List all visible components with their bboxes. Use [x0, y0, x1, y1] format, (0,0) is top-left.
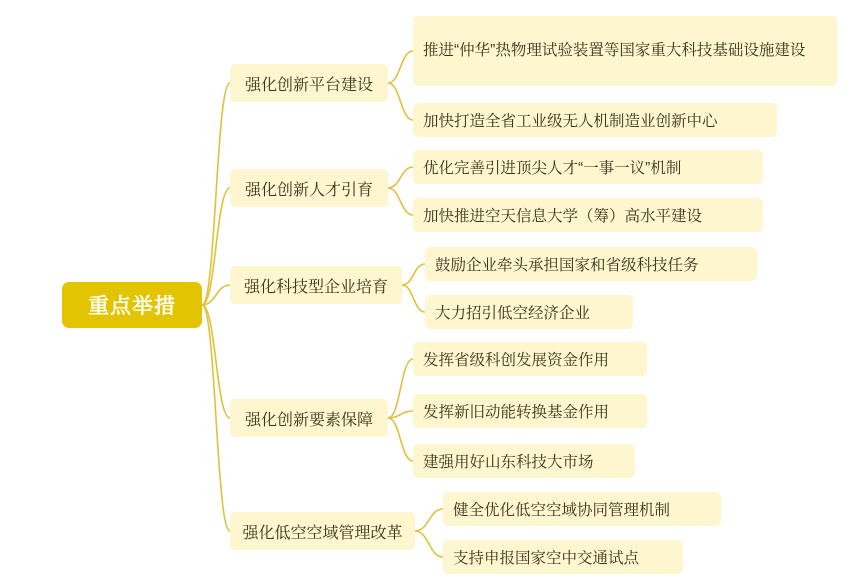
branch-node-1[interactable]: 强化创新平台建设 [230, 64, 388, 102]
leaf-node-2-2[interactable]: 加快推进空天信息大学（筹）高水平建设 [413, 198, 763, 232]
leaf-node-1-2[interactable]: 加快打造全省工业级无人机制造业创新中心 [413, 103, 777, 137]
leaf-node-3-2[interactable]: 大力招引低空经济企业 [425, 295, 633, 329]
leaf-node-4-3[interactable]: 建强用好山东科技大市场 [413, 444, 635, 478]
leaf-node-5-2[interactable]: 支持申报国家空中交通试点 [443, 540, 683, 574]
leaf-node-5-1[interactable]: 健全优化低空空域协同管理机制 [443, 492, 721, 526]
branch-node-4[interactable]: 强化创新要素保障 [230, 399, 388, 437]
branch-node-5[interactable]: 强化低空空域管理改革 [230, 512, 415, 550]
leaf-node-4-1[interactable]: 发挥省级科创发展资金作用 [413, 342, 647, 376]
leaf-node-2-1[interactable]: 优化完善引进顶尖人才“一事一议”机制 [413, 150, 763, 184]
branch-node-2[interactable]: 强化创新人才引育 [230, 169, 388, 207]
root-node[interactable]: 重点举措 [62, 282, 202, 328]
leaf-node-3-1[interactable]: 鼓励企业牵头承担国家和省级科技任务 [425, 247, 757, 281]
leaf-node-1-1[interactable]: 推进“仲华”热物理试验装置等国家重大科技基础设施建设 [413, 16, 837, 86]
leaf-node-4-2[interactable]: 发挥新旧动能转换基金作用 [413, 394, 647, 428]
branch-node-3[interactable]: 强化科技型企业培育 [230, 266, 402, 304]
